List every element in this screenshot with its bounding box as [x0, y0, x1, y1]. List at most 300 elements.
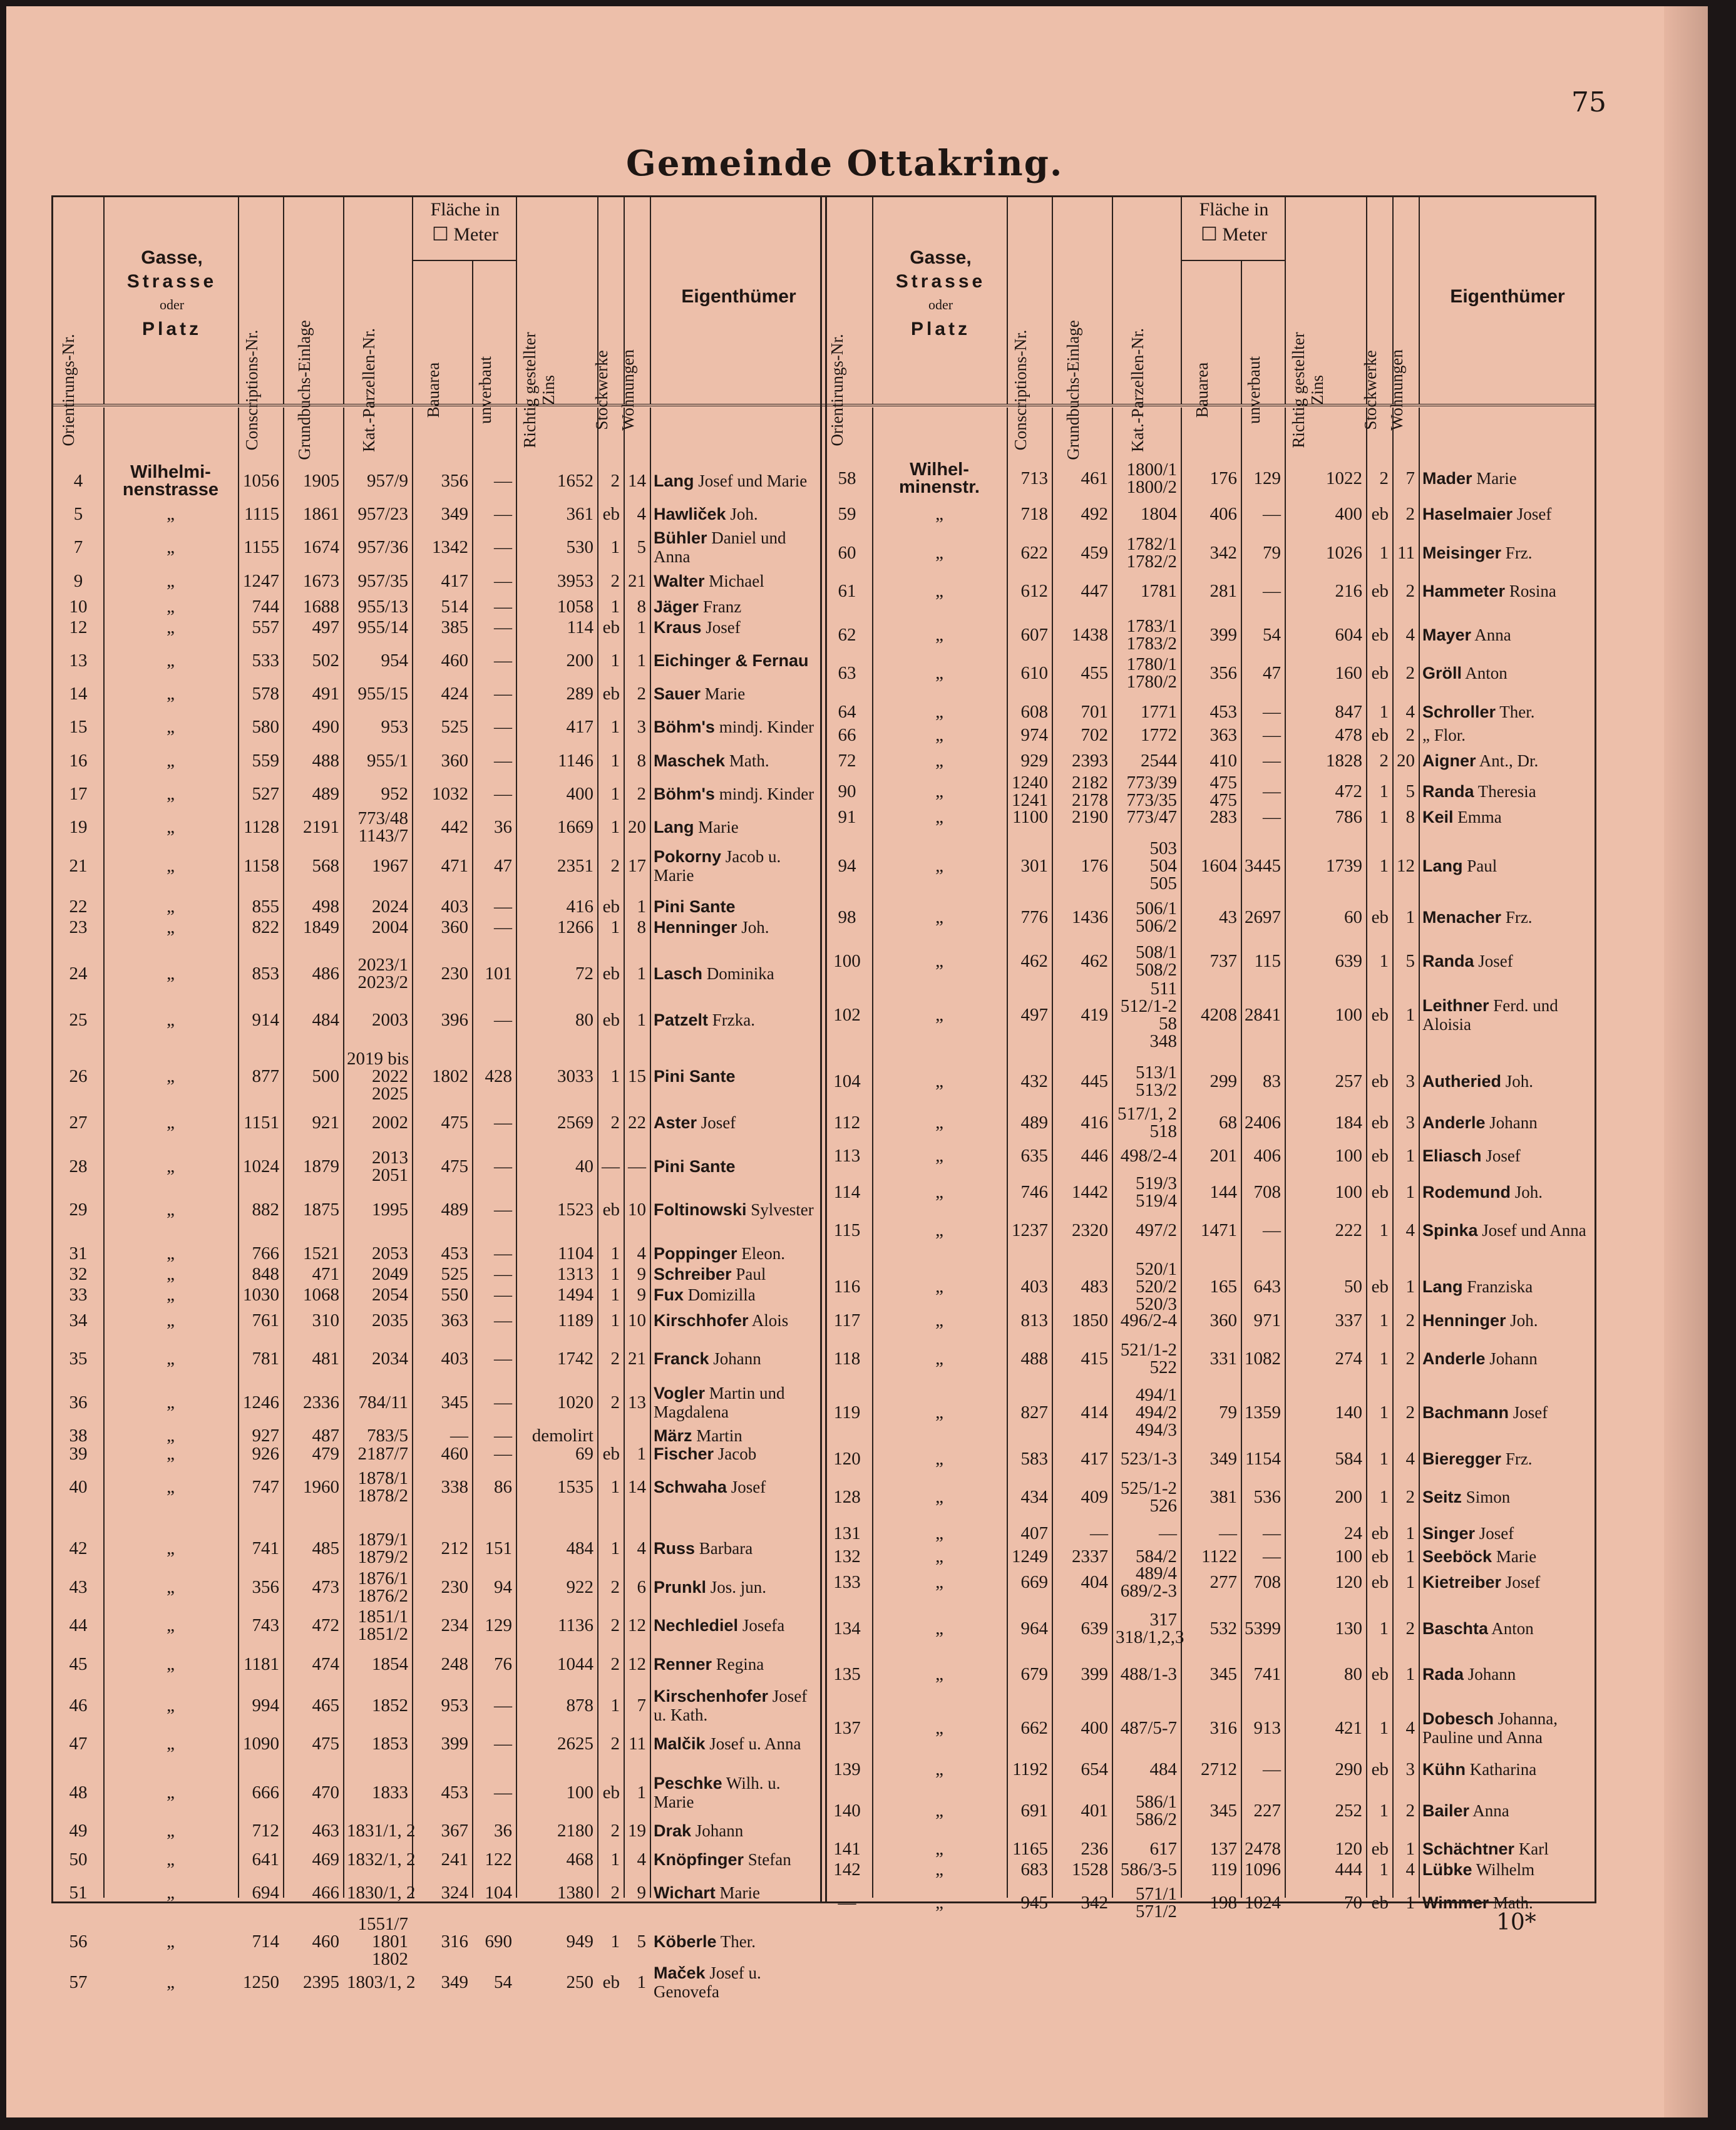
cell-k	[1116, 535, 1177, 570]
cell-s: „	[167, 504, 175, 525]
cell-z: 416	[566, 897, 593, 917]
cell-b: 525	[441, 717, 468, 738]
cell-b: 460	[441, 1443, 468, 1464]
cell-line: 517/1, 2	[1117, 1103, 1177, 1124]
cell-z: 484	[566, 1538, 593, 1559]
cell-b: 212	[441, 1538, 468, 1559]
cell-o: 64	[838, 701, 856, 722]
cell-o: 15	[69, 717, 88, 738]
cell-u: 227	[1253, 1800, 1281, 1821]
cell-z: 922	[566, 1577, 593, 1597]
cell-b: 489	[441, 1200, 468, 1220]
cell-s: „	[935, 542, 943, 563]
cell-g: 2191	[303, 817, 339, 838]
column-rule	[650, 408, 651, 1898]
cell-k: 1967	[372, 855, 408, 876]
cell-b: 550	[441, 1284, 468, 1305]
cell-st: 2	[610, 855, 620, 876]
cell-o: 31	[69, 1243, 88, 1263]
table-row	[822, 806, 1595, 827]
cell-s: „	[167, 596, 175, 617]
cell-s: „	[167, 1066, 175, 1087]
cell-w: 1	[637, 617, 646, 637]
owner-surname: Drak	[654, 1821, 692, 1841]
cell-st: eb	[1371, 1146, 1389, 1166]
cell-w: 12	[628, 1654, 646, 1674]
cell-c: 747	[252, 1477, 279, 1498]
cell-k: 957/9	[366, 470, 408, 491]
cell-st: 1	[610, 1243, 620, 1263]
owner-surname: Sauer	[654, 684, 701, 704]
owner-cell: Aigner Ant., Dr.	[1422, 751, 1539, 770]
owner-cell: Franck Johann	[654, 1349, 761, 1369]
cell-s: „	[935, 1523, 943, 1543]
owner-surname: Pini Sante	[654, 1067, 736, 1086]
cell-k	[1116, 1064, 1177, 1099]
cell-b: 360	[1210, 1310, 1237, 1330]
cell-k: 1852	[372, 1695, 408, 1716]
cell-st: 1	[1379, 1859, 1389, 1880]
cell-line: 2051	[372, 1165, 408, 1185]
cell-w: 8	[637, 750, 646, 771]
table-row	[53, 1049, 825, 1104]
owner-cell: Bachmann Josef	[1422, 1403, 1548, 1423]
owner-cell	[654, 1157, 821, 1176]
cell-z: 140	[1335, 1402, 1362, 1423]
header-flaeche	[1181, 197, 1286, 261]
cell-u: 536	[1253, 1487, 1281, 1508]
header-orient	[53, 197, 103, 446]
table-row	[822, 581, 1595, 602]
cell-u: —	[494, 650, 512, 671]
table-row	[53, 717, 825, 738]
cell-u: 643	[1253, 1277, 1281, 1297]
cell-k: 1772	[1141, 724, 1177, 745]
cell-st: 1	[610, 784, 620, 805]
owner-cell: Foltinowski Sylvester	[654, 1200, 814, 1220]
cell-c: 407	[1020, 1523, 1048, 1543]
table-row	[822, 1310, 1595, 1330]
cell-w: 2	[1405, 1402, 1415, 1423]
header-street-l2: Strasse	[126, 271, 217, 292]
cell-w: 4	[637, 504, 646, 525]
cell-b: 234	[441, 1615, 468, 1636]
cell-z: 3033	[557, 1066, 593, 1087]
cell-c: 1192	[1012, 1759, 1048, 1780]
cell-line: 1879/2	[357, 1547, 408, 1568]
header-orient-label: Orientirungs-Nr.	[59, 334, 78, 446]
owner-surname: Gröll	[1422, 664, 1462, 683]
cell-g: 447	[1081, 581, 1108, 602]
cell-k: 497/2	[1135, 1220, 1177, 1241]
cell-z: 468	[566, 1849, 593, 1870]
cell-w: 2	[1405, 1618, 1415, 1639]
cell-s: „	[167, 1392, 175, 1412]
cell-w: 19	[628, 1821, 646, 1841]
right-table	[820, 195, 1596, 1922]
cell-k	[1116, 1793, 1177, 1828]
cell-u: 971	[1253, 1310, 1281, 1330]
cell-b: 363	[1210, 724, 1237, 745]
cell-st: 2	[610, 470, 620, 491]
header-consc	[238, 197, 284, 451]
cell-w: 1	[1405, 1546, 1415, 1567]
cell-o: 21	[69, 855, 88, 876]
owner-cell: Seitz Simon	[1422, 1488, 1511, 1507]
cell-k: 954	[381, 650, 408, 671]
header-wohn	[619, 197, 651, 431]
cell-u: —	[1263, 750, 1281, 771]
cell-b: 198	[1210, 1893, 1237, 1913]
table-row	[53, 1607, 825, 1645]
cell-k	[1116, 980, 1177, 1050]
cell-line: 475	[1210, 790, 1237, 810]
cell-k: 953	[381, 717, 408, 738]
owner-cell: Randa Josef	[1422, 951, 1513, 970]
cell-c: 1151	[244, 1112, 279, 1133]
cell-line: 1878/1	[357, 1468, 408, 1489]
cell-u: —	[494, 1156, 512, 1176]
cell-z: 50	[1344, 1277, 1362, 1297]
cell-z: 1136	[558, 1615, 593, 1636]
owner-cell: Wimmer Math.	[1422, 1893, 1533, 1913]
cell-line: 2023/2	[357, 972, 408, 993]
cell-b: 453	[441, 1782, 468, 1803]
cell-o: 38	[69, 1426, 88, 1446]
cell-g: 701	[1081, 701, 1108, 722]
table-row	[822, 942, 1595, 980]
cell-u: —	[494, 470, 512, 491]
owner-surname: Kietreiber	[1422, 1572, 1502, 1592]
scanned-page	[6, 6, 1708, 2117]
header-kat-label: Kat.-Parzellen-Nr.	[359, 328, 378, 452]
header-bauarea-label: Bauarea	[424, 362, 443, 418]
cell-line: 520/3	[1135, 1294, 1177, 1315]
cell-o: 60	[838, 542, 856, 563]
cell-k: 523/1-3	[1120, 1448, 1177, 1469]
owner-cell: Walter Michael	[654, 571, 764, 590]
owner-surname: Poppinger	[654, 1243, 737, 1263]
cell-w: 5	[637, 537, 646, 558]
cell-b: 1122	[1201, 1546, 1237, 1567]
cell-s: „	[935, 806, 943, 827]
cell-g: 1438	[1072, 624, 1108, 645]
cell-w: 10	[628, 1310, 646, 1330]
cell-c: 622	[1020, 542, 1048, 563]
owner-cell: Kühn Katharina	[1422, 1760, 1537, 1779]
cell-b: 363	[441, 1310, 468, 1330]
cell-z: 80	[1344, 1664, 1362, 1685]
cell-z: 69	[575, 1443, 593, 1464]
cell-g: 1879	[303, 1156, 339, 1176]
cell-k: 1831/1, 2	[347, 1821, 416, 1841]
cell-o: 72	[838, 750, 856, 771]
owner-cell	[654, 897, 821, 916]
owner-surname: Lasch	[654, 964, 703, 984]
cell-w: 4	[637, 1849, 646, 1870]
cell-st: 1	[1379, 1487, 1389, 1508]
cell-line: 520/2	[1135, 1277, 1177, 1297]
cell-w: 11	[629, 1734, 646, 1754]
cell-line: 773/48	[357, 808, 408, 829]
owner-cell: Haselmaier Josef	[1422, 505, 1552, 524]
cell-o: 112	[833, 1112, 861, 1133]
cell-st: 2	[610, 1654, 620, 1674]
cell-g: 469	[312, 1849, 339, 1870]
cell-z: 290	[1335, 1759, 1362, 1780]
cell-c: 527	[252, 784, 279, 805]
cell-g: 492	[1081, 504, 1108, 525]
owner-surname: Russ	[654, 1539, 696, 1558]
cell-st: 2	[610, 1349, 620, 1369]
owner-surname: Henninger	[654, 918, 737, 937]
header-zins-label: Richtig gestellter Zins	[520, 332, 558, 448]
cell-g: 1688	[303, 596, 339, 617]
cell-st: eb	[602, 1009, 620, 1030]
cell-o: 4	[73, 470, 83, 491]
cell-st: eb	[602, 1200, 620, 1220]
cell-c: 1158	[244, 855, 279, 876]
owner-surname: Meisinger	[1422, 543, 1502, 562]
cell-b: 349	[1210, 1448, 1237, 1469]
owner-cell: Hammeter Rosina	[1422, 582, 1556, 601]
cell-s: „	[167, 1577, 175, 1597]
cell-line: 1851/1	[357, 1607, 408, 1627]
cell-st: 1	[1379, 781, 1389, 801]
left-table	[51, 195, 827, 2002]
table-row	[53, 1468, 825, 1506]
header-street-l3: oder	[928, 297, 953, 312]
cell-u: 122	[485, 1849, 512, 1870]
cell-c: 1128	[244, 817, 279, 838]
cell-k: 773/47	[1126, 806, 1177, 827]
cell-line: 1783/2	[1126, 633, 1177, 654]
cell-line: 519/4	[1135, 1190, 1177, 1211]
cell-c: 882	[252, 1200, 279, 1220]
cell-w: 5	[1405, 781, 1415, 801]
owner-surname: Hammeter	[1422, 582, 1506, 601]
cell-o: 115	[833, 1220, 861, 1241]
cell-o: 119	[833, 1402, 861, 1423]
cell-b: 356	[1210, 663, 1237, 684]
owner-cell: Lübke Wilhelm	[1422, 1860, 1535, 1879]
cell-u: —	[494, 917, 512, 938]
cell-st: 1	[610, 650, 620, 671]
cell-u: —	[494, 1782, 512, 1803]
owner-surname: Haselmaier	[1422, 505, 1513, 524]
cell-line: 506/1	[1135, 898, 1177, 918]
header-consc-label: Conscriptions-Nr.	[1011, 329, 1030, 451]
cell-g: 491	[312, 684, 339, 704]
cell-c: 488	[1020, 1349, 1048, 1369]
owner-surname: Bailer	[1422, 1801, 1470, 1820]
table-row	[822, 724, 1595, 745]
cell-line: 689/2-3	[1120, 1580, 1177, 1601]
cell-st: eb	[1371, 1759, 1389, 1780]
cell-c: 559	[252, 750, 279, 771]
cell-b: 299	[1210, 1071, 1237, 1092]
cell-z: 530	[566, 537, 593, 558]
cell-z: 1739	[1326, 855, 1362, 876]
owner-surname: Mayer	[1422, 625, 1472, 644]
table-row	[822, 1523, 1595, 1543]
cell-b: 4208	[1201, 1004, 1237, 1025]
table-row	[822, 838, 1595, 893]
cell-w: 3	[1405, 1071, 1415, 1092]
cell-st: 1	[610, 1538, 620, 1559]
cell-s: „	[935, 504, 943, 525]
cell-st: eb	[1371, 907, 1389, 927]
cell-line: 475	[1210, 772, 1237, 793]
cell-line: 522	[1149, 1357, 1177, 1378]
cell-s: „	[935, 1618, 943, 1639]
cell-o: 113	[833, 1146, 861, 1166]
cell-st: 2	[610, 1577, 620, 1597]
cell-u: —	[494, 1426, 512, 1446]
cell-o: 14	[69, 684, 88, 704]
cell-b: 403	[441, 897, 468, 917]
owner-surname: Pini Sante	[654, 1156, 736, 1176]
cell-k: 783/5	[366, 1426, 408, 1446]
cell-st: 2	[610, 1615, 620, 1636]
cell-z: 400	[566, 784, 593, 805]
owner-surname: Jäger	[654, 597, 699, 616]
cell-line: 1780/1	[1126, 654, 1177, 675]
cell-s: „	[935, 581, 943, 602]
cell-u: 406	[1253, 1146, 1281, 1166]
cell-z: 2625	[557, 1734, 593, 1754]
cell-line: 1241	[1012, 790, 1048, 810]
cell-g: 401	[1081, 1800, 1108, 1821]
cell-st: eb	[1371, 1004, 1389, 1025]
cell-u: —	[494, 750, 512, 771]
cell-s: „	[935, 1859, 943, 1880]
cell-s: „	[935, 1759, 943, 1780]
cell-z: 100	[1335, 1004, 1362, 1025]
cell-w: 2	[637, 784, 646, 805]
cell-u: —	[494, 1263, 512, 1284]
cell-o: 29	[69, 1200, 88, 1220]
cell-z: 1104	[558, 1243, 593, 1263]
cell-k	[1116, 1260, 1177, 1313]
cell-u: —	[494, 1443, 512, 1464]
cell-b: 453	[1210, 701, 1237, 722]
cell-u: 129	[485, 1615, 512, 1636]
cell-u: 86	[494, 1477, 512, 1498]
cell-o: 134	[833, 1618, 861, 1639]
table-row	[53, 1654, 825, 1674]
table-row	[822, 898, 1595, 936]
cell-st: 1	[1379, 1618, 1389, 1639]
cell-o: 24	[69, 964, 88, 984]
cell-st: eb	[1371, 663, 1389, 684]
cell-o: 9	[73, 570, 83, 591]
table-row	[53, 1009, 825, 1030]
cell-st: eb	[1371, 504, 1389, 525]
cell-g: 1861	[303, 504, 339, 525]
cell-st: eb	[1371, 724, 1389, 745]
cell-w: 7	[637, 1695, 646, 1716]
cell-c: 855	[252, 897, 279, 917]
table-row	[822, 1478, 1595, 1516]
cell-g: 1436	[1072, 907, 1108, 927]
cell-line: 348	[1149, 1031, 1177, 1051]
cell-w: 5	[637, 1931, 646, 1952]
cell-k	[1116, 1565, 1177, 1600]
cell-line: Wilhelmi-	[130, 461, 211, 482]
column-rule	[516, 408, 517, 1898]
owner-cell: Mayer Anna	[1422, 625, 1511, 644]
header-flaeche-l1: Fläche in	[430, 199, 500, 220]
cell-s: „	[167, 1734, 175, 1754]
cell-u: —	[494, 1734, 512, 1754]
cell-s: „	[167, 750, 175, 771]
cell-c: 666	[252, 1782, 279, 1803]
owner-surname: Böhm's	[654, 785, 715, 804]
owner-cell: Lang Paul	[1422, 856, 1497, 875]
cell-s: „	[167, 1156, 175, 1176]
cell-g: 465	[312, 1695, 339, 1716]
cell-g: —	[1090, 1523, 1108, 1543]
cell-z: 200	[1335, 1487, 1362, 1508]
owner-cell: Kirschenhofer Josef u. Kath.	[654, 1686, 808, 1724]
owner-cell: Lang Marie	[654, 818, 739, 837]
cell-g: 479	[312, 1443, 339, 1464]
cell-u: —	[1263, 504, 1281, 525]
cell-z: 252	[1335, 1800, 1362, 1821]
cell-s: „	[935, 1277, 943, 1297]
table-row	[822, 772, 1595, 810]
owner-surname: Eliasch	[1422, 1146, 1482, 1166]
cell-k: 1853	[372, 1734, 408, 1754]
cell-w: 1	[1405, 1893, 1415, 1913]
cell-g: 639	[1081, 1618, 1108, 1639]
cell-c: 434	[1020, 1487, 1048, 1508]
cell-w: 14	[628, 470, 646, 491]
cell-line: 489/4	[1135, 1563, 1177, 1583]
cell-w: 2	[1405, 1487, 1415, 1508]
cell-c: 578	[252, 684, 279, 704]
cell-s: „	[935, 1004, 943, 1025]
owner-cell: Anderle Johann	[1422, 1349, 1538, 1369]
cell-line: 513/1	[1135, 1062, 1177, 1083]
cell-c: 580	[252, 717, 279, 738]
column-rule	[103, 408, 105, 1898]
cell-k	[347, 1469, 408, 1505]
cell-z: 1828	[1326, 750, 1362, 771]
cell-w: 10	[628, 1200, 646, 1220]
table-row	[53, 528, 825, 567]
cell-c: 462	[1020, 950, 1048, 971]
cell-w: 1	[1405, 1146, 1415, 1166]
owner-cell: Nechlediel Josefa	[654, 1616, 785, 1635]
cell-o: 28	[69, 1156, 88, 1176]
owner-cell: Schächtner Karl	[1422, 1839, 1549, 1859]
cell-c: 781	[252, 1349, 279, 1369]
cell-b: 230	[441, 964, 468, 984]
cell-line: 1802	[372, 1948, 408, 1969]
owner-cell: Pokorny Jacob u. Marie	[654, 846, 781, 885]
cell-c: 608	[1020, 701, 1048, 722]
owner-surname: Köberle	[654, 1932, 717, 1951]
cell-u: —	[1263, 806, 1281, 827]
cell-o: 5	[73, 504, 83, 525]
cell-u: —	[1263, 724, 1281, 745]
header-zins	[1285, 197, 1367, 448]
cell-line: 318/1,2,3	[1116, 1627, 1184, 1647]
table-row	[822, 1664, 1595, 1685]
cell-g: 445	[1081, 1071, 1108, 1092]
